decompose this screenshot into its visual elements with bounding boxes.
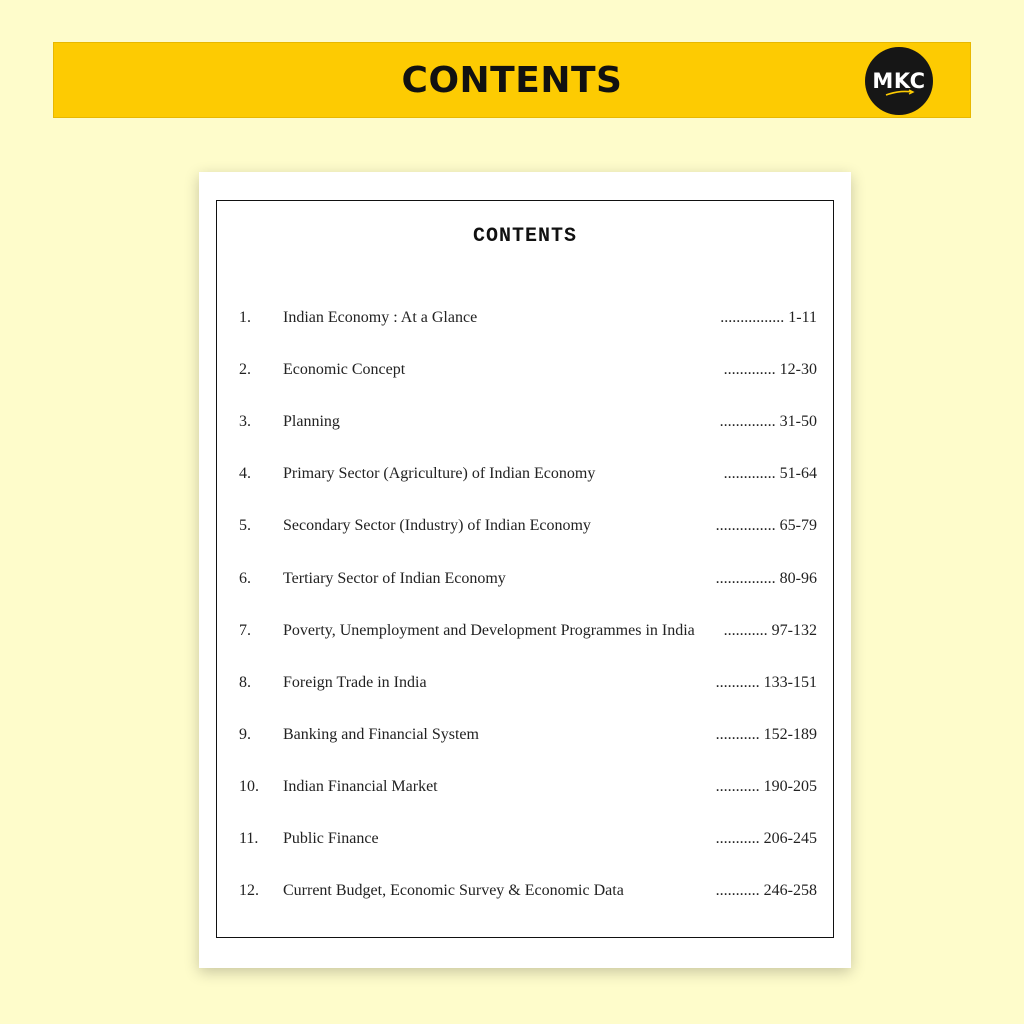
toc-entry-number: 3. — [239, 413, 251, 431]
toc-entry-number: 6. — [239, 569, 251, 587]
toc-entry-title: Indian Financial Market — [283, 777, 438, 795]
toc-entry — [217, 674, 833, 698]
document-frame — [216, 200, 834, 938]
toc-entry-title: Foreign Trade in India — [283, 673, 427, 691]
toc-entry-number: 8. — [239, 673, 251, 691]
toc-entry-pages: ............. 51-64 — [723, 465, 817, 483]
toc-entry — [217, 622, 833, 646]
toc-entry-title: Tertiary Sector of Indian Economy — [283, 569, 506, 587]
toc-entry — [217, 830, 833, 854]
toc-entry-pages: ........... 152-189 — [715, 725, 817, 743]
toc-entry-number: 5. — [239, 517, 251, 535]
toc-entry — [217, 465, 833, 489]
toc-entry-title: Current Budget, Economic Survey & Economic Data — [283, 882, 624, 900]
toc-entry-number: 12. — [239, 882, 259, 900]
toc-entry-number: 9. — [239, 725, 251, 743]
toc-entry-title: Planning — [283, 413, 340, 431]
toc-entry-pages: ........... 246-258 — [715, 882, 817, 900]
banner-title: CONTENTS — [401, 60, 623, 101]
toc-entry — [217, 778, 833, 802]
toc-entry-pages: ............... 65-79 — [715, 517, 817, 535]
toc-entry-pages: ............. 12-30 — [723, 361, 817, 379]
toc-entry-title: Indian Economy : At a Glance — [283, 309, 478, 326]
toc-entry-title: Public Finance — [283, 830, 379, 847]
toc-entry-pages: .............. 31-50 — [719, 413, 817, 431]
header-banner — [53, 42, 971, 118]
toc-entry-title: Banking and Financial System — [283, 725, 479, 743]
toc-entry-number: 7. — [239, 621, 251, 639]
toc-entry — [217, 413, 833, 437]
toc-entry-number: 2. — [239, 361, 251, 379]
toc-entry-number: 11. — [239, 830, 259, 847]
toc-entry-title: Economic Concept — [283, 361, 406, 379]
toc-entry-number: 1. — [239, 309, 251, 326]
toc-entry-number: 10. — [239, 777, 259, 795]
toc-entry-pages: ........... 190-205 — [715, 777, 817, 795]
toc-entry — [217, 882, 833, 906]
toc-entry-pages: ........... 133-151 — [715, 673, 817, 691]
toc-entry-pages: ................ 1-11 — [720, 309, 817, 326]
toc-entry-number: 4. — [239, 465, 251, 483]
toc-entry-pages: ........... 97-132 — [723, 621, 817, 639]
toc-entry-pages: ........... 206-245 — [715, 830, 817, 847]
document-title: CONTENTS — [472, 225, 577, 248]
toc-entry-title: Secondary Sector (Industry) of Indian Economy — [283, 517, 591, 535]
toc-entry — [217, 726, 833, 750]
document-page — [199, 172, 851, 968]
toc-entry — [217, 517, 833, 541]
toc-entry — [217, 309, 833, 333]
logo-swoosh-icon — [885, 89, 915, 97]
toc-entry-pages: ............... 80-96 — [715, 569, 817, 587]
toc-entry-title: Primary Sector (Agriculture) of Indian Economy — [283, 465, 596, 483]
toc-entry — [217, 570, 833, 594]
brand-logo — [865, 47, 933, 115]
logo-text: MKC — [872, 69, 926, 93]
toc-entry-title: Poverty, Unemployment and Development Programmes in India — [283, 621, 695, 639]
toc-entry — [217, 361, 833, 385]
